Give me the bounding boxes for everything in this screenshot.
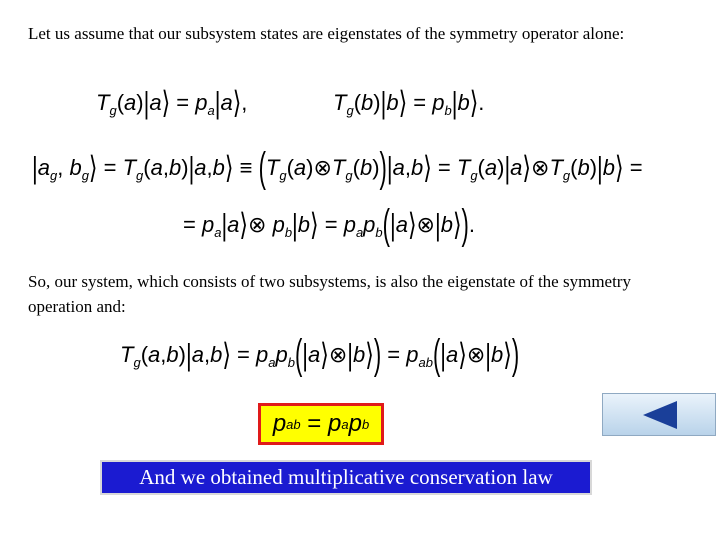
equation-product-line2: = $p_a|a⟩\otimes$ $p_b|b⟩$ = $p_ap_b(|a⟩\otimes|b⟩)$. xyxy=(183,200,475,248)
back-arrow-icon xyxy=(643,401,677,429)
equation-product-line1: $|a_g$, $b_g⟩$ = $T_g(a,b)|a,b⟩$ ≡ $(T_g(a)\otimes T_g(b))|a,b⟩$ = $T_g(a)|a⟩\otimes T_g(b)|b⟩$ = xyxy=(32,143,643,191)
equation-eigen-a: $T_g(a)|a⟩$ = $p_a|a⟩$, xyxy=(96,84,248,120)
intro-text: Let us assume that our subsystem states are eigenstates of the symmetry operator alone: xyxy=(28,24,625,43)
highlighted-result: p ab = p a p b xyxy=(258,403,384,445)
middle-text: So, our system, which consists of two subsystems, is also the eigenstate of the symmetry operation and: xyxy=(28,272,631,316)
equation-system: $T_g(a,b)|a,b⟩$ = $p_ap_b(|a⟩\otimes|b⟩)$ = $p_{ab}(|a⟩\otimes|b⟩)$ xyxy=(120,330,520,378)
back-button[interactable] xyxy=(602,393,716,436)
conclusion-banner: And we obtained multiplicative conservation law xyxy=(100,460,592,495)
equation-eigen-b: $T_g(b)|b⟩$ = $p_b|b⟩$. xyxy=(333,84,485,120)
